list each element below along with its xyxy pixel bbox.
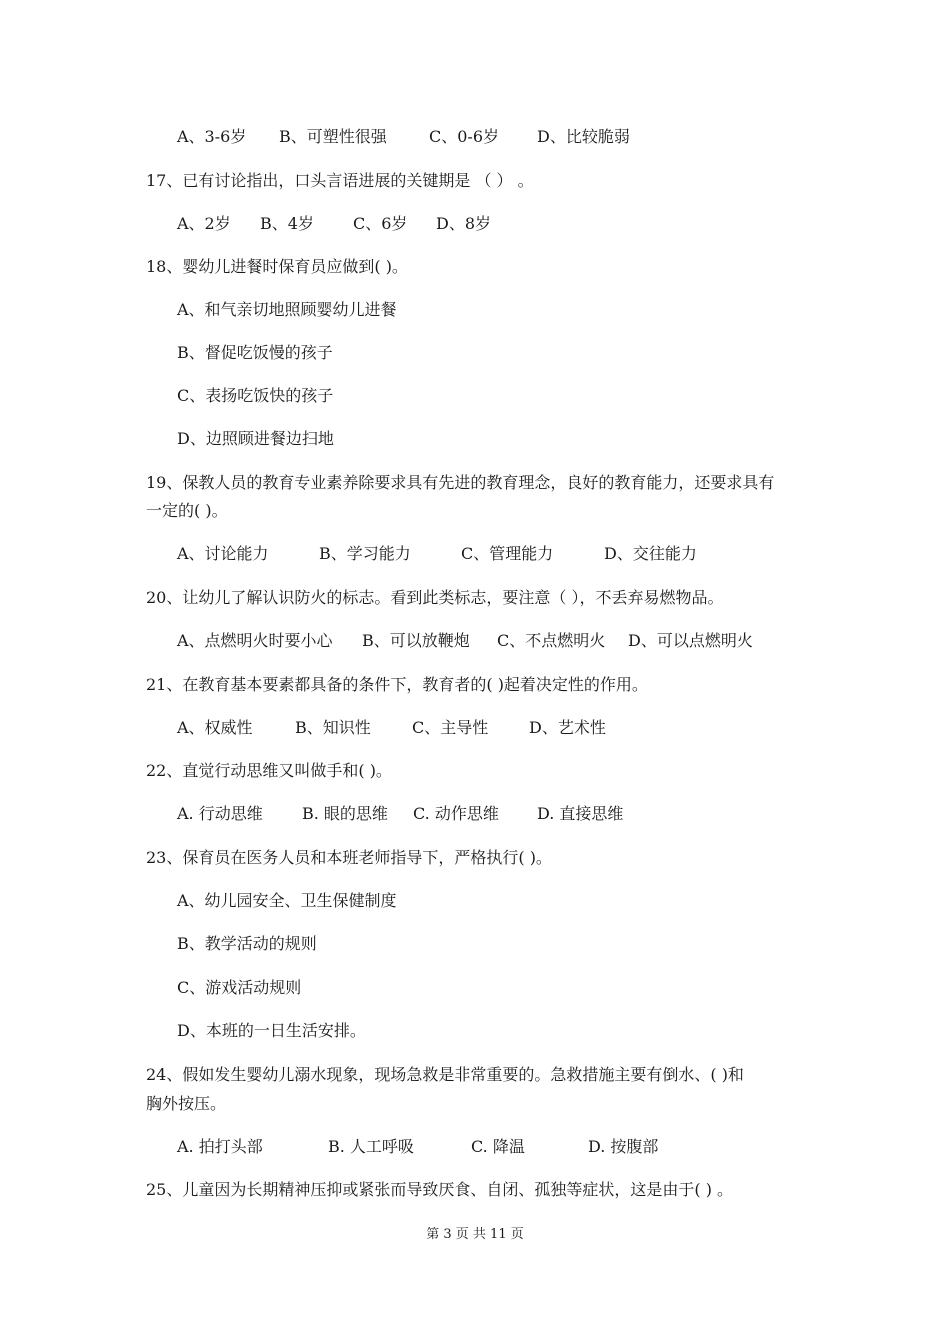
question-text: 25、儿童因为长期精神压抑或紧张而导致厌食、自闭、孤独等症状，这是由于( ) 。 xyxy=(146,1180,734,1199)
option[interactable]: A、和气亲切地照顾婴幼儿进餐 xyxy=(177,300,397,319)
question-text-continued: 一定的( )。 xyxy=(146,501,228,520)
option[interactable]: D、8岁 xyxy=(436,214,492,233)
option[interactable]: A、讨论能力 xyxy=(177,544,269,563)
option[interactable]: A. 拍打头部 xyxy=(177,1137,263,1156)
option[interactable]: C、6岁 xyxy=(353,214,408,233)
question-text-continued: 胸外按压。 xyxy=(146,1094,227,1113)
option[interactable]: B. 眼的思维 xyxy=(302,804,388,823)
question-text: 24、假如发生婴幼儿溺水现象，现场急救是非常重要的。急救措施主要有倒水、( )和 xyxy=(146,1065,744,1084)
option[interactable]: B、督促吃饭慢的孩子 xyxy=(177,343,333,362)
question-text: 20、让幼儿了解认识防火的标志。看到此类标志，要注意（ ），不丢弃易燃物品。 xyxy=(146,588,724,607)
option[interactable]: C、游戏活动规则 xyxy=(177,978,302,997)
option[interactable]: A、点燃明火时要小心 xyxy=(177,631,333,650)
option[interactable]: D、边照顾进餐边扫地 xyxy=(177,429,334,448)
option[interactable]: C、主导性 xyxy=(412,718,489,737)
option[interactable]: C、0-6岁 xyxy=(429,127,500,146)
option[interactable]: D、交往能力 xyxy=(604,544,697,563)
question-text: 22、直觉行动思维又叫做手和( )。 xyxy=(146,761,392,780)
option[interactable]: D、艺术性 xyxy=(529,718,606,737)
page-footer: 第 3 页 共 11 页 xyxy=(426,1227,524,1242)
option[interactable]: D、可以点燃明火 xyxy=(628,631,753,650)
option[interactable]: A. 行动思维 xyxy=(177,804,263,823)
question-text: 19、保教人员的教育专业素养除要求具有先进的教育理念，良好的教育能力，还要求具有 xyxy=(146,473,775,492)
option[interactable]: D、本班的一日生活安排。 xyxy=(177,1021,366,1040)
option[interactable]: C、表扬吃饭快的孩子 xyxy=(177,386,334,405)
option[interactable]: B、可以放鞭炮 xyxy=(362,631,470,650)
question-text: 21、在教育基本要素都具备的条件下，教育者的( )起着决定性的作用。 xyxy=(146,675,648,694)
option[interactable]: C. 动作思维 xyxy=(413,804,499,823)
question-text: 18、婴幼儿进餐时保育员应做到( )。 xyxy=(146,257,408,276)
option[interactable]: B、知识性 xyxy=(295,718,371,737)
option[interactable]: D. 直接思维 xyxy=(537,804,624,823)
option[interactable]: B. 人工呼吸 xyxy=(328,1137,414,1156)
option[interactable]: B、4岁 xyxy=(260,214,314,233)
option[interactable]: A、2岁 xyxy=(177,214,231,233)
option[interactable]: C. 降温 xyxy=(471,1137,525,1156)
question-text: 17、已有讨论指出，口头言语进展的关键期是 （ ） 。 xyxy=(146,171,534,190)
option[interactable]: B、教学活动的规则 xyxy=(177,934,317,953)
option[interactable]: A、3-6岁 xyxy=(177,127,247,146)
option[interactable]: B、学习能力 xyxy=(319,544,411,563)
option[interactable]: A、权威性 xyxy=(177,718,253,737)
option[interactable]: D、比较脆弱 xyxy=(537,127,630,146)
option[interactable]: B、可塑性很强 xyxy=(279,127,387,146)
option[interactable]: C、不点燃明火 xyxy=(497,631,606,650)
option[interactable]: A、幼儿园安全、卫生保健制度 xyxy=(177,891,397,910)
option[interactable]: D. 按腹部 xyxy=(588,1137,659,1156)
question-text: 23、保育员在医务人员和本班老师指导下，严格执行( )。 xyxy=(146,848,552,867)
option[interactable]: C、管理能力 xyxy=(461,544,554,563)
